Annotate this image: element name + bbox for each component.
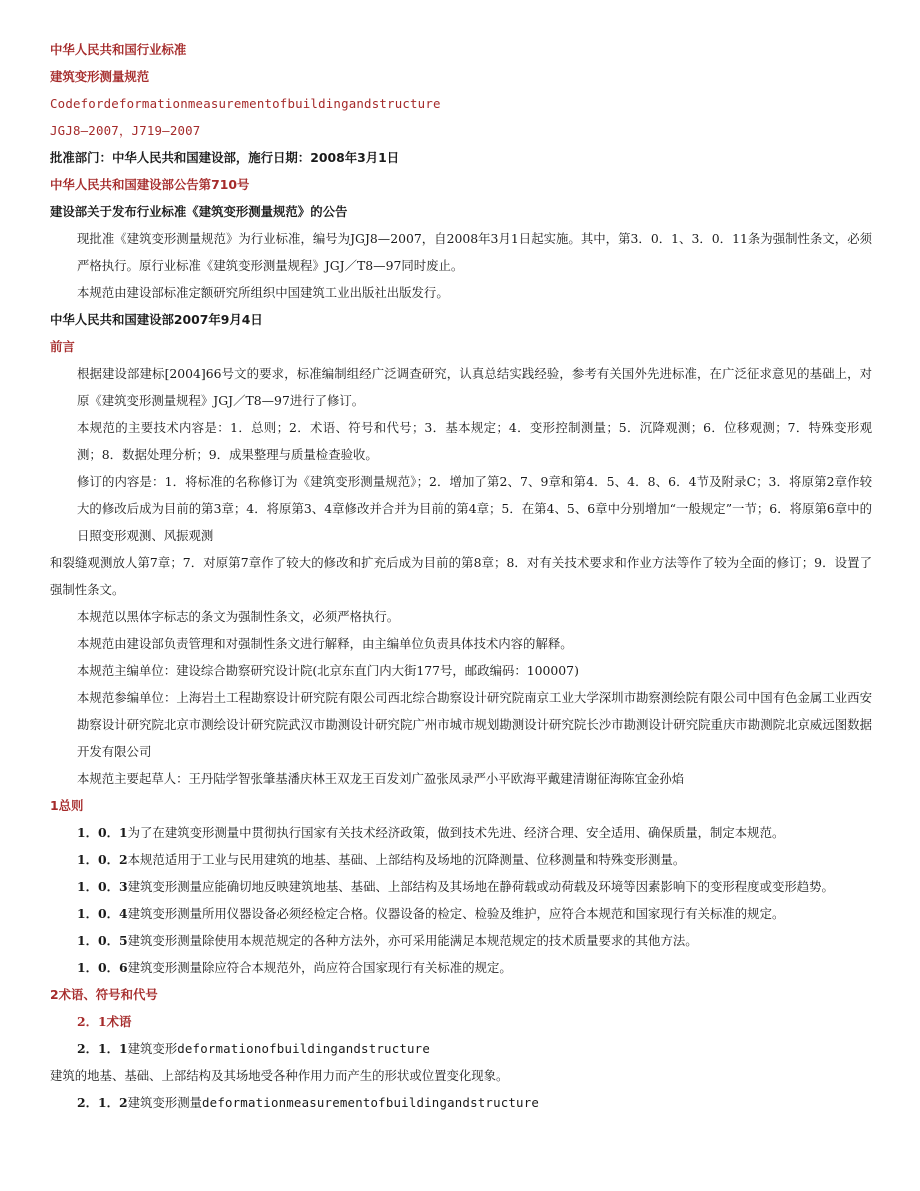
preface-paragraph-3: 修订的内容是：1．将标准的名称修订为《建筑变形测量规范》；2．增加了第2、7、9章和第4．5、4．8、6．4节及附录C；3．将原第2章作较大的修改后成为目前的第3章；4．将原第3、4章修改并合并为目前的第4章；5．在第4、5、6章中分别增加“一般规定”一节；6．将原第6章中的日照变形观测、风振观测 [77, 474, 872, 543]
standard-code: JGJ8—2007，J719—2007 [50, 123, 201, 138]
announcement-paragraph-1: 现批准《建筑变形测量规范》为行业标准，编号为JGJ8—2007，自2008年3月1日起实施。其中，第3．0．1、3．0．11条为强制性条文，必须严格执行。原行业标准《建筑变形测量规程》JGJ／T8—97同时废止。 [77, 231, 872, 273]
approval-info: 批准部门：中华人民共和国建设部，施行日期：2008年3月1日 [50, 150, 400, 165]
standard-english-name: Codefordeformationmeasurementofbuildingandstructure [50, 96, 441, 111]
announcement-title: 建设部关于发布行业标准《建筑变形测量规范》的公告 [50, 204, 348, 219]
standard-name: 建筑变形测量规范 [50, 69, 150, 84]
term-english: deformationofbuildingandstructure [177, 1041, 430, 1056]
term-english: deformationmeasurementofbuildingandstructure [202, 1095, 540, 1110]
clause-text: 建筑变形测量所用仪器设备必须经检定合格。仪器设备的检定、检验及维护，应符合本规范和国家现行有关标准的规定。 [127, 906, 785, 921]
clause-1-0-3 [50, 873, 872, 900]
clause-number: 1．0．4 [77, 906, 128, 921]
clause-number: 1．0．1 [77, 825, 128, 840]
preface-paragraph-1: 根据建设部建标[2004]66号文的要求，标准编制组经广泛调查研究，认真总结实践经验，参考有关国外先进标准，在广泛征求意见的基础上，对原《建筑变形测量规程》JGJ／T8—97进行了修订。 [77, 366, 872, 408]
preface-paragraph-8: 本规范参编单位：上海岩土工程勘察设计研究院有限公司西北综合勘察设计研究院南京工业大学深圳市勘察测绘院有限公司中国有色金属工业西安勘察设计研究院北京市测绘设计研究院武汉市勘测设计研究院广州市城市规划勘测设计研究院长沙市勘测设计研究院重庆市勘测院北京威远图数据开发有限公司 [77, 690, 872, 759]
chapter-1-heading: 1总则 [50, 798, 84, 813]
clause-text: 建筑变形测量除使用本规范规定的各种方法外，亦可采用能满足本规范规定的技术质量要求的其他方法。 [127, 933, 698, 948]
term-2-1-1-definition: 建筑的地基、基础、上部结构及其场地受各种作用力而产生的形状或位置变化现象。 [50, 1068, 509, 1083]
clause-1-0-1 [50, 819, 872, 846]
announcement-number: 中华人民共和国建设部公告第710号 [50, 177, 250, 192]
clause-text: 建筑变形测量除应符合本规范外，尚应符合国家现行有关标准的规定。 [127, 960, 512, 975]
preface-paragraph-4: 和裂缝观测放人第7章；7．对原第7章作了较大的修改和扩充后成为目前的第8章；8．对有关技术要求和作业方法等作了较为全面的修订；9．设置了强制性条文。 [50, 555, 872, 597]
section-2-1-heading: 2．1术语 [77, 1014, 132, 1029]
standard-category: 中华人民共和国行业标准 [50, 42, 187, 57]
clause-number: 1．0．3 [77, 879, 128, 894]
clause-1-0-6 [50, 954, 872, 981]
term-2-1-1 [50, 1035, 872, 1062]
clause-number: 1．0．6 [77, 960, 128, 975]
announcement-paragraph-2: 本规范由建设部标准定额研究所组织中国建筑工业出版社出版发行。 [77, 285, 449, 300]
clause-text: 建筑变形测量应能确切地反映建筑地基、基础、上部结构及其场地在静荷载或动荷载及环境等因素影响下的变形程度或变形趋势。 [127, 879, 834, 894]
announcement-date: 中华人民共和国建设部2007年9月4日 [50, 312, 263, 327]
preface-paragraph-7: 本规范主编单位：建设综合勘察研究设计院(北京东直门内大街177号，邮政编码：100007) [77, 663, 579, 678]
clause-text: 本规范适用于工业与民用建筑的地基、基础、上部结构及场地的沉降测量、位移测量和特殊变形测量。 [127, 852, 686, 867]
clause-number: 1．0．2 [77, 852, 128, 867]
term-name: 建筑变形 [127, 1041, 178, 1056]
preface-paragraph-5: 本规范以黑体字标志的条文为强制性条文，必须严格执行。 [77, 609, 400, 624]
preface-heading: 前言 [50, 339, 75, 354]
clause-number: 1．0．5 [77, 933, 128, 948]
clause-1-0-2 [50, 846, 872, 873]
preface-paragraph-9: 本规范主要起草人：王丹陆学智张肇基潘庆林王双龙王百发刘广盈张凤录严小平欧海平戴建清谢征海陈宜金孙焰 [77, 771, 685, 786]
preface-paragraph-2: 本规范的主要技术内容是：1．总则；2．术语、符号和代号；3．基本规定；4．变形控制测量；5．沉降观测；6．位移观测；7．特殊变形观测；8．数据处理分析；9．成果整理与质量检查验收。 [77, 420, 872, 462]
term-name: 建筑变形测量 [127, 1095, 202, 1110]
chapter-2-heading: 2术语、符号和代号 [50, 987, 158, 1002]
clause-1-0-4 [50, 900, 872, 927]
preface-paragraph-6: 本规范由建设部负责管理和对强制性条文进行解释，由主编单位负责具体技术内容的解释。 [77, 636, 573, 651]
term-number: 2．1．1 [77, 1041, 128, 1056]
clause-text: 为了在建筑变形测量中贯彻执行国家有关技术经济政策，做到技术先进、经济合理、安全适用、确保质量，制定本规范。 [127, 825, 785, 840]
term-2-1-2 [50, 1089, 872, 1116]
clause-1-0-5 [50, 927, 872, 954]
term-number: 2．1．2 [77, 1095, 128, 1110]
document-page [50, 36, 872, 1116]
